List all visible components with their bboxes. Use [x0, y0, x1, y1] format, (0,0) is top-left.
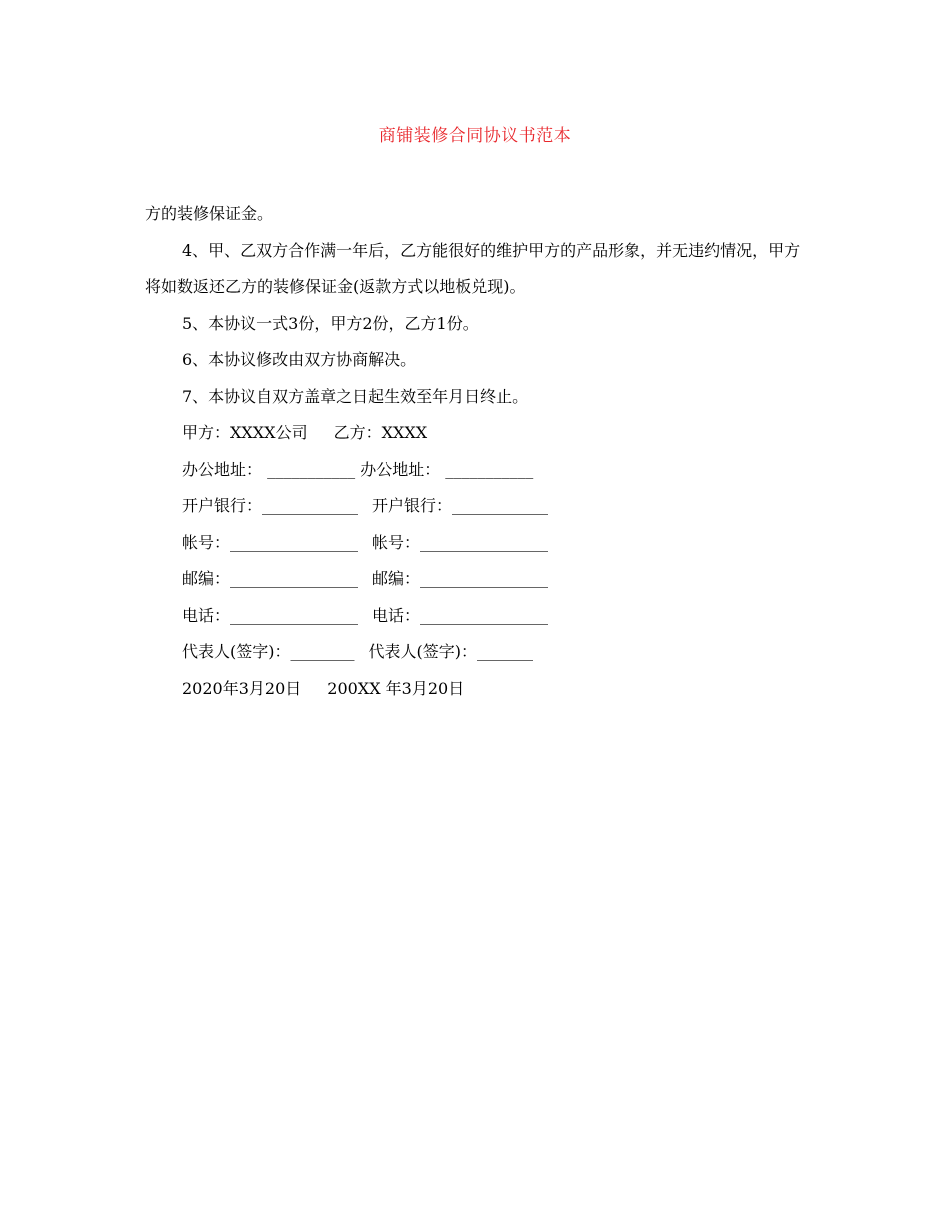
paragraph-clause-5: 5、本协议一式3份，甲方2份，乙方1份。: [182, 313, 479, 333]
signature-row-account: [145, 525, 815, 562]
paragraph-clause-4: 4、甲、乙双方合作满一年后，乙方能很好的维护甲方的产品形象，并无违约情况，甲方将如数返还乙方的装修保证金(返款方式以地板兑现)。: [145, 240, 801, 296]
rep-b-field: 代表人(签字)：_______: [368, 642, 533, 661]
date-a: 2020年3月20日: [182, 678, 302, 698]
paragraph-continuation: 方的装修保证金。: [145, 204, 274, 223]
postcode-a-field: 邮编：________________: [182, 569, 359, 588]
signature-row-date: [145, 671, 815, 708]
contract-body: [145, 196, 815, 707]
signature-row-address: [145, 452, 815, 489]
phone-b-field: 电话：________________: [372, 605, 549, 625]
bank-b-field: 开户银行：____________: [372, 496, 549, 515]
address-a-field: 办公地址： ___________: [182, 459, 356, 479]
rep-a-field: 代表人(签字)：________: [182, 642, 355, 661]
party-a-label: 甲方：XXXX公司: [182, 423, 308, 442]
paragraph-clause-6: 6、本协议修改由双方协商解决。: [182, 350, 417, 369]
signature-block: [145, 415, 815, 707]
account-a-field: 帐号：________________: [182, 532, 359, 552]
bank-a-field: 开户银行：____________: [182, 496, 359, 515]
account-b-field: 帐号：________________: [372, 532, 549, 552]
signature-row-phone: [145, 598, 815, 635]
postcode-b-field: 邮编：________________: [372, 569, 549, 588]
phone-a-field: 电话：________________: [182, 605, 359, 625]
address-b-field: 办公地址： ___________: [360, 459, 534, 479]
page-title: 商铺装修合同协议书范本: [378, 126, 572, 146]
signature-row-parties: [145, 415, 815, 452]
signature-row-postcode: [145, 561, 815, 598]
signature-row-representative: [145, 634, 815, 671]
party-b-label: 乙方：XXXX: [333, 423, 428, 442]
date-b: 200XX 年3月20日: [327, 678, 465, 698]
signature-row-bank: [145, 488, 815, 525]
paragraph-clause-7: 7、本协议自双方盖章之日起生效至年月日终止。: [182, 386, 529, 406]
